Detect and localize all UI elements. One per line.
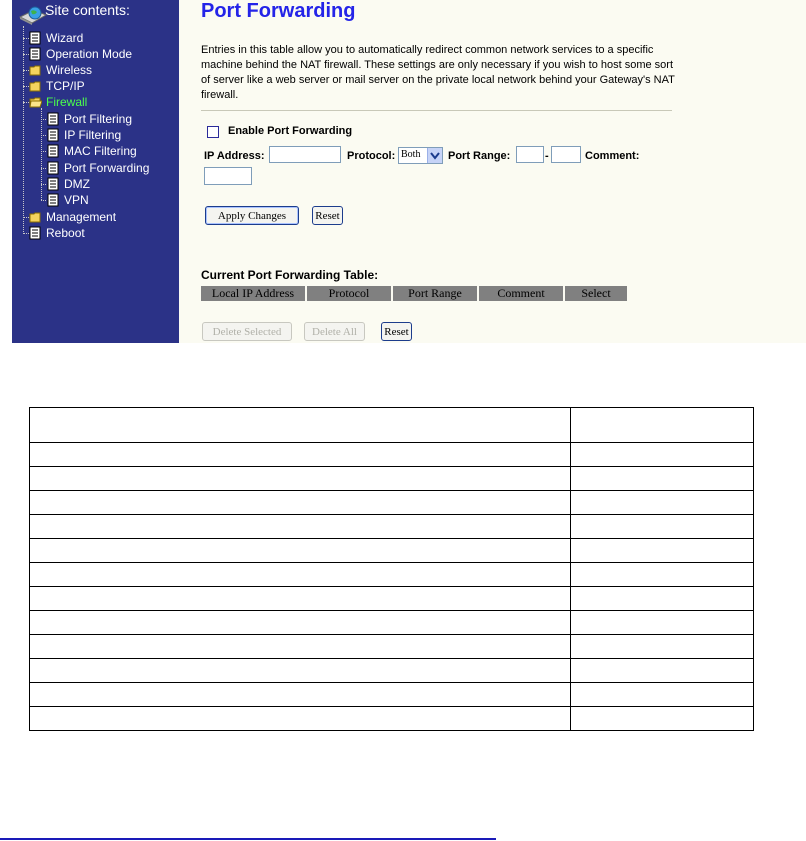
table-row — [30, 635, 754, 659]
page-icon — [47, 112, 60, 126]
nav-label: Operation Mode — [46, 47, 133, 61]
globe-book-icon — [18, 4, 48, 26]
column-header-comment: Comment — [479, 286, 565, 301]
table-cell — [571, 539, 754, 563]
nav-item-operation-mode[interactable] — [29, 46, 132, 62]
reset-table-button[interactable]: Reset — [381, 322, 412, 341]
table-row — [30, 467, 754, 491]
nav-label: VPN — [64, 193, 89, 207]
nav-label: Port Filtering — [64, 112, 133, 126]
nav-item-management[interactable] — [29, 209, 116, 225]
table-cell — [571, 563, 754, 587]
table-cell — [571, 659, 754, 683]
delete-selected-button[interactable]: Delete Selected — [202, 322, 292, 341]
port-range-to-input[interactable] — [551, 146, 581, 163]
table-cell — [571, 408, 754, 443]
enable-port-forwarding-label: Enable Port Forwarding — [228, 125, 353, 137]
table-row — [30, 707, 754, 731]
bottom-rule — [0, 838, 496, 840]
port-range-label: Port Range: — [448, 150, 511, 162]
page-icon — [47, 128, 60, 142]
table-cell — [30, 587, 571, 611]
table-cell — [30, 683, 571, 707]
page-icon — [47, 161, 60, 175]
nav-item-reboot[interactable] — [29, 225, 85, 241]
table-cell — [30, 611, 571, 635]
column-header-port-range: Port Range — [393, 286, 479, 301]
port-range-from-input[interactable] — [516, 146, 544, 163]
table-cell — [571, 587, 754, 611]
page-icon — [29, 226, 42, 240]
nav-item-firewall[interactable] — [29, 94, 87, 110]
nav-label: Management — [46, 210, 117, 224]
table-title: Current Port Forwarding Table: — [201, 268, 379, 282]
reset-button[interactable]: Reset — [312, 206, 343, 225]
router-screenshot — [0, 0, 806, 343]
table-header-row — [30, 408, 754, 443]
protocol-value: Both — [401, 149, 421, 160]
nav-label: Reboot — [46, 226, 85, 240]
nav-item-vpn[interactable] — [47, 192, 89, 208]
folder-icon — [29, 63, 42, 77]
table-row — [30, 659, 754, 683]
table-cell — [30, 707, 571, 731]
ip-address-input[interactable] — [269, 146, 341, 163]
nav-item-mac-filtering[interactable] — [47, 143, 137, 159]
table-cell — [30, 467, 571, 491]
nav-item-ip-filtering[interactable] — [47, 127, 121, 143]
site-contents-title: Site contents: — [45, 2, 130, 18]
page-icon — [47, 144, 60, 158]
nav-label: Wizard — [46, 31, 84, 45]
forwarding-table-header — [201, 286, 629, 301]
nav-item-wireless[interactable] — [29, 62, 92, 78]
table-cell — [30, 539, 571, 563]
main-panel — [179, 0, 806, 343]
folder-open-icon — [29, 95, 42, 109]
nav-item-wizard[interactable] — [29, 30, 83, 46]
nav-label: TCP/IP — [46, 79, 85, 93]
table-cell — [30, 443, 571, 467]
nav-item-dmz[interactable] — [47, 176, 90, 192]
page-icon — [29, 31, 42, 45]
table-cell — [571, 443, 754, 467]
nav-label: DMZ — [64, 177, 90, 191]
table-cell — [30, 491, 571, 515]
table-row — [30, 611, 754, 635]
ip-address-label: IP Address: — [204, 150, 265, 162]
nav-item-port-filtering[interactable] — [47, 111, 132, 127]
divider — [201, 110, 672, 111]
table-cell — [30, 515, 571, 539]
page-description: Entries in this table allow you to automatically redirect common network services to a specific machine behind the NAT firewall. These settings are only necessary if you wish to host some sort of server like a web server or mail server on the private local network behind your Gateway's NAT firewall. — [201, 44, 675, 101]
page-icon — [47, 193, 60, 207]
table-cell — [30, 408, 571, 443]
page-icon — [29, 47, 42, 61]
table-cell — [571, 635, 754, 659]
table-row — [30, 491, 754, 515]
delete-all-button[interactable]: Delete All — [304, 322, 365, 341]
folder-icon — [29, 210, 42, 224]
table-row — [30, 539, 754, 563]
chevron-down-icon — [427, 148, 442, 163]
table-cell — [571, 683, 754, 707]
nav-item-port-forwarding[interactable] — [47, 160, 149, 176]
protocol-label: Protocol: — [347, 150, 396, 162]
nav-label: Wireless — [46, 63, 93, 77]
folder-icon — [29, 79, 42, 93]
table-row — [30, 587, 754, 611]
enable-port-forwarding-checkbox[interactable] — [207, 126, 219, 138]
nav-label: IP Filtering — [64, 128, 122, 142]
nav-item-tcpip[interactable] — [29, 78, 85, 94]
table-row — [30, 515, 754, 539]
sidebar — [12, 0, 179, 343]
table-cell — [571, 491, 754, 515]
column-header-protocol: Protocol — [307, 286, 393, 301]
page-icon — [47, 177, 60, 191]
protocol-select[interactable] — [398, 147, 443, 164]
table-cell — [571, 611, 754, 635]
nav-label: Firewall — [46, 95, 88, 109]
port-range-dash: - — [545, 150, 549, 162]
table-cell — [30, 659, 571, 683]
nav-label: Port Forwarding — [64, 161, 150, 175]
table-cell — [571, 467, 754, 491]
document-table — [29, 407, 754, 731]
table-cell — [30, 563, 571, 587]
column-header-local-ip: Local IP Address — [201, 286, 307, 301]
apply-changes-button[interactable]: Apply Changes — [205, 206, 299, 225]
comment-input[interactable] — [204, 167, 252, 185]
comment-label: Comment: — [585, 150, 640, 162]
nav-label: MAC Filtering — [64, 144, 137, 158]
table-cell — [571, 515, 754, 539]
table-row — [30, 683, 754, 707]
page-title: Port Forwarding — [201, 0, 356, 22]
table-cell — [30, 635, 571, 659]
table-row — [30, 563, 754, 587]
column-header-select: Select — [565, 286, 629, 301]
table-row — [30, 443, 754, 467]
table-cell — [571, 707, 754, 731]
